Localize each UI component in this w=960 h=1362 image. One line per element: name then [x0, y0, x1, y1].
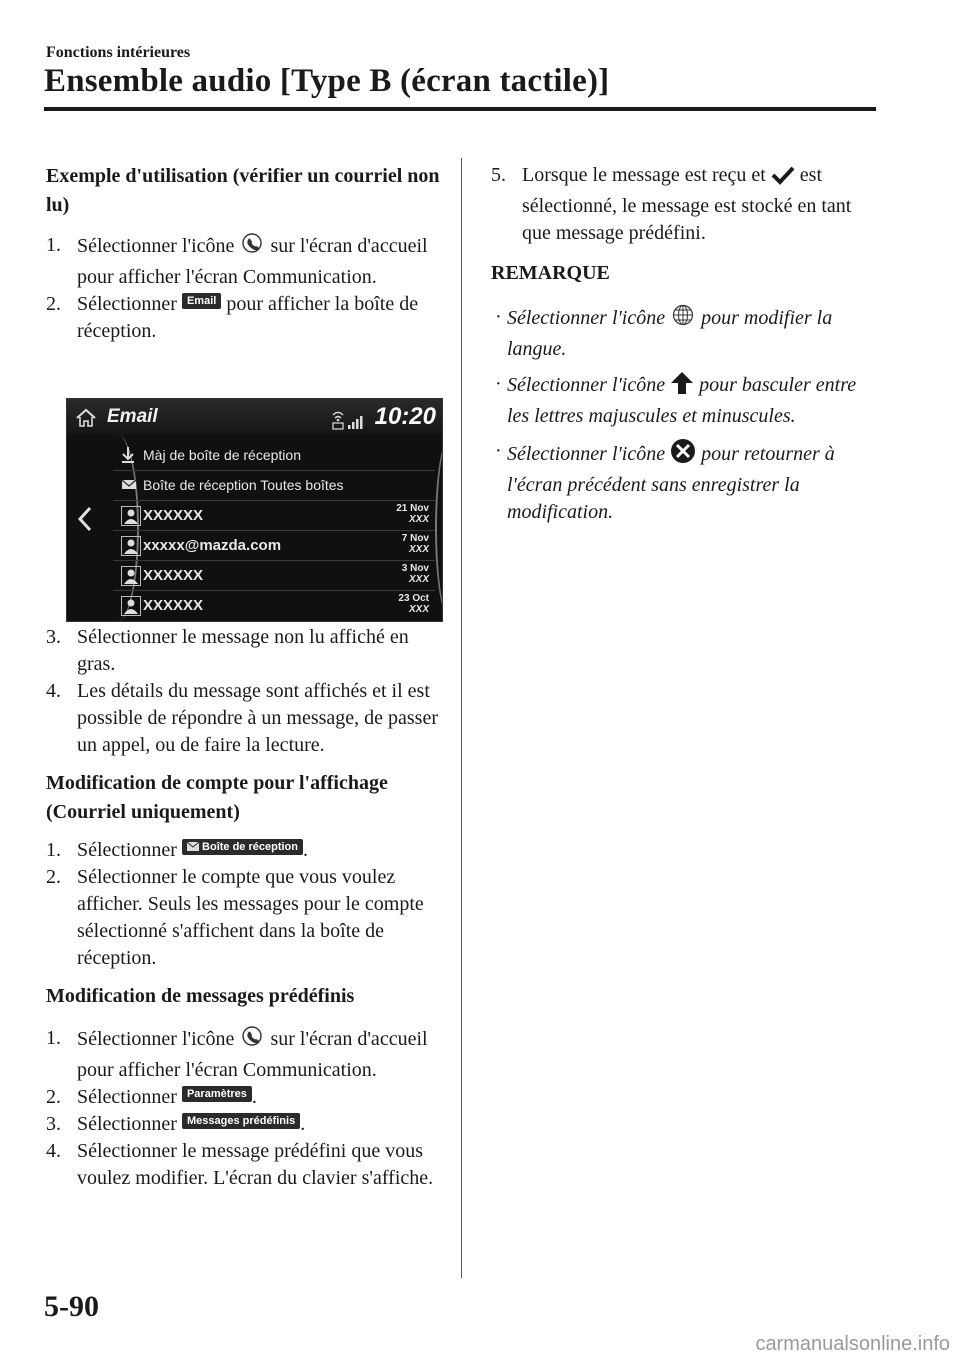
bullet-dot: · [495, 306, 502, 328]
inbox-label: Boîte de réception Toutes boîtes [143, 477, 344, 493]
envelope-icon [121, 476, 137, 495]
section-label: Fonctions intérieures [46, 44, 191, 61]
page-title: Ensemble audio [Type B (écran tactile)] [44, 63, 610, 99]
step-text: Lorsque le message est reçu et [522, 164, 766, 186]
remark-text: pour modifier la langue. [507, 307, 833, 360]
message-from: xxxxx@mazda.com [143, 537, 282, 554]
step-text: sur l'écran d'accueil pour afficher l'écran Communication. [77, 235, 428, 288]
remark-item-case [491, 371, 881, 430]
step-text: Sélectionner le message prédéfini que vous voulez modifier. L'écran du clavier s'affiche. [77, 1140, 434, 1189]
column-divider [461, 158, 462, 1278]
step-2 [46, 1084, 446, 1111]
step-number: 2. [46, 1086, 61, 1108]
message-row[interactable] [113, 501, 435, 531]
message-row[interactable] [113, 531, 435, 561]
step-number: 1. [46, 234, 61, 256]
update-inbox-label: Màj de boîte de réception [143, 447, 301, 463]
contact-icon [121, 506, 141, 529]
message-row[interactable] [113, 591, 435, 620]
step-number: 2. [46, 866, 61, 888]
step-number: 1. [46, 839, 61, 861]
step-text: Sélectionner le message non lu affiché en gras. [77, 626, 409, 675]
step-text: Sélectionner le compte que vous voulez afficher. Seuls les messages pour le compte sélectionné s'affichent dans la boîte de réception. [77, 866, 424, 969]
contact-icon [121, 596, 141, 619]
step-text: Sélectionner [77, 1086, 177, 1108]
step-number: 2. [46, 293, 61, 315]
step-text: Les détails du message sont affichés et il est possible de répondre à un message, de passer un appel, ou de faire la lecture. [77, 680, 438, 756]
step-3 [46, 624, 446, 678]
checkmark-icon [771, 165, 795, 193]
message-date: 7 Nov [401, 533, 429, 544]
step-text: Sélectionner l'icône [77, 235, 235, 257]
step-number: 3. [46, 626, 61, 648]
step-text: Sélectionner l'icône [77, 1028, 235, 1050]
message-from: XXXXXX [143, 507, 204, 524]
inbox-list [113, 441, 435, 620]
download-icon [121, 446, 135, 467]
step-5 [491, 162, 881, 247]
message-subject: XXX [408, 514, 429, 525]
predefined-messages-chip: Messages prédéfinis [182, 1113, 300, 1129]
message-date: 23 Oct [398, 593, 429, 604]
right-arc [435, 435, 443, 621]
settings-chip: Paramètres [182, 1086, 252, 1102]
heading-account-modification: Modification de compte pour l'affichage (Courriel uniquement) [46, 772, 388, 823]
remark-text: pour basculer entre les lettres majuscules et minuscules. [507, 374, 857, 427]
back-chevron-icon[interactable] [77, 506, 93, 537]
shift-arrow-icon [670, 371, 694, 403]
step-text: . [303, 839, 308, 861]
signal-icon [330, 409, 366, 436]
communication-icon [239, 232, 265, 264]
step-text: Sélectionner [77, 293, 177, 315]
cancel-x-icon [670, 438, 696, 472]
page-number: 5-90 [44, 1290, 99, 1323]
step-text: sur l'écran d'accueil pour afficher l'écran Communication. [77, 1028, 428, 1081]
update-inbox-row[interactable] [113, 441, 435, 471]
step-2 [46, 864, 446, 972]
message-subject: XXX [408, 574, 429, 585]
screen-clock: 10:20 [374, 403, 436, 430]
remark-text: Sélectionner l'icône [507, 374, 666, 396]
remark-item-cancel [491, 438, 881, 526]
message-subject: XXX [408, 544, 429, 555]
remark-text: Sélectionner l'icône [507, 307, 666, 329]
message-date: 21 Nov [396, 503, 429, 514]
step-4 [46, 1138, 446, 1192]
message-from: XXXXXX [143, 597, 204, 614]
globe-icon [670, 304, 696, 336]
step-number: 1. [46, 1027, 61, 1049]
step-number: 4. [46, 680, 61, 702]
bullet-dot: · [495, 373, 502, 395]
message-from: XXXXXX [143, 567, 204, 584]
contact-icon [121, 566, 141, 589]
left-column-bottom [46, 624, 446, 1192]
inbox-chip [182, 839, 303, 855]
step-number: 3. [46, 1113, 61, 1135]
message-subject: XXX [408, 604, 429, 615]
step-text: Sélectionner [77, 1113, 177, 1135]
step-text: . [300, 1113, 306, 1135]
step-2 [46, 291, 446, 345]
left-column-top [46, 162, 446, 345]
step-1 [46, 232, 446, 291]
step-text: . [251, 1086, 257, 1108]
step-4 [46, 678, 446, 759]
email-chip: Email [182, 293, 221, 309]
step-number: 4. [46, 1140, 61, 1162]
step-1 [46, 1025, 446, 1084]
email-screen [66, 398, 443, 622]
title-rule [44, 107, 876, 111]
right-column [491, 162, 881, 526]
inbox-row[interactable] [113, 471, 435, 501]
step-text: pour afficher la boîte de réception. [77, 293, 419, 342]
home-icon [75, 408, 97, 433]
watermark: carmanualsonline.info [755, 1333, 950, 1355]
remark-heading: REMARQUE [491, 262, 610, 284]
message-date: 3 Nov [401, 563, 429, 574]
step-text: Sélectionner [77, 839, 177, 861]
heading-predefined-messages: Modification de messages prédéfinis [46, 985, 355, 1007]
message-row[interactable] [113, 561, 435, 591]
remark-text: Sélectionner l'icône [507, 443, 666, 465]
remark-text: pour retourner à l'écran précédent sans enregistrer la modification. [507, 443, 835, 523]
step-3 [46, 1111, 446, 1138]
step-number: 5. [491, 164, 506, 186]
inbox-chip-label: Boîte de réception [202, 841, 298, 853]
communication-icon [239, 1025, 265, 1057]
bullet-dot: · [495, 440, 502, 462]
screen-title: Email [107, 406, 158, 427]
step-1 [46, 837, 446, 864]
step-text: est sélectionné, le message est stocké en tant que message prédéfini. [522, 164, 852, 244]
heading-usage-example: Exemple d'utilisation (vérifier un courriel non lu) [46, 165, 440, 216]
contact-icon [121, 536, 141, 559]
remark-item-language [491, 304, 881, 363]
